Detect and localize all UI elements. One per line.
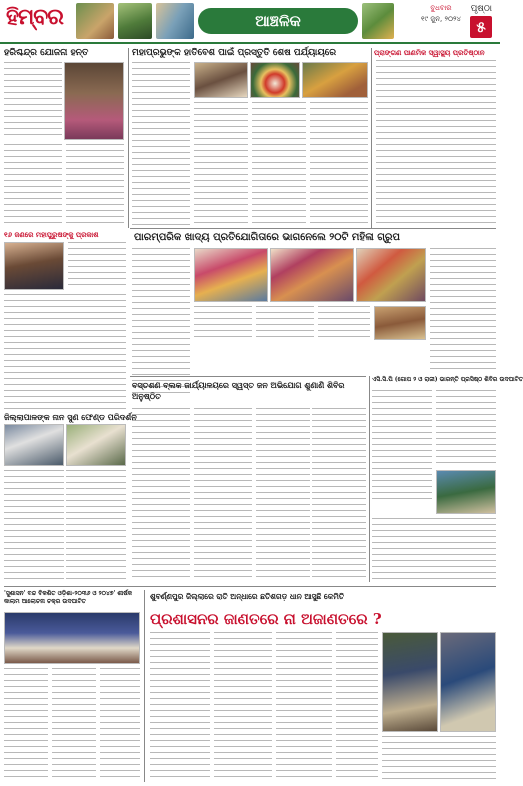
masthead-photo-1	[76, 3, 114, 39]
column-divider	[144, 590, 145, 782]
article-text	[194, 408, 252, 582]
masthead	[0, 0, 500, 44]
article-text	[4, 668, 48, 782]
article-photo-speaker	[4, 242, 64, 290]
headline-seminar[interactable]: 'ସୁଶାସନ' ବନ୍ଦ ବିକଶିତ ଓଡ଼ିଶା-୨୦୩୬ ଓ ୨୦୪୭' ଶୀର୍ଷକ କାଲାମ ଆଲୋଚନା ଚକ୍ର ଉଦଘାଟିତ	[4, 590, 133, 605]
article-text	[214, 632, 272, 782]
date-label: ୧୯ ଜୁନ, ୨୦୨୪	[421, 15, 461, 23]
headline-paddy-smuggling[interactable]: ଶୁବର୍ଣ୍ଣପୁର ଜିଲ୍ଲାରେ ରାତି ଅନ୍ଧାରେ ଛତିଶଗଡ଼ ଧାନ ଆସୁଛି କେମିତି	[150, 592, 345, 601]
article-text	[194, 102, 248, 226]
article-text	[312, 408, 366, 582]
masthead-photo-4	[362, 3, 394, 39]
page-number: ୫	[470, 16, 492, 38]
column-divider	[369, 376, 370, 582]
article-text	[68, 242, 126, 290]
article-text	[318, 306, 370, 342]
article-photo-temple	[302, 62, 368, 98]
article-photo-women-group-2	[270, 248, 354, 302]
section-divider	[4, 586, 496, 587]
article-text	[372, 390, 432, 502]
article-text	[372, 518, 496, 582]
day-label: ବୁଧବାର	[430, 4, 452, 12]
article-photo-women-group-3	[356, 248, 426, 302]
article-text	[310, 102, 368, 226]
article-text	[336, 632, 378, 782]
headline-food-competition[interactable]: ପାରମ୍ପରିକ ଖାଦ୍ୟ ପ୍ରତିଯୋଗିତାରେ ଭାଗନେଲେ ୨୦ଟି ମହିଳା ଗ୍ରୁପ	[134, 232, 400, 243]
article-text	[4, 294, 126, 412]
article-text	[194, 306, 252, 342]
article-text	[376, 60, 496, 226]
masthead-photo-2	[118, 3, 152, 39]
masthead-photo-3	[156, 3, 194, 39]
article-photo-collector-2	[66, 424, 126, 466]
headline-acsp-camp[interactable]: ଏସି.ସି.ପି (ଗୋପ ୨ ଓ ରାଜୀ) ଭାରନ୍ତି ପ୍ରସିଷ୍ଠ ଶିବିର ଉଦଘାଟିତ	[372, 376, 523, 383]
headline-collector-visit[interactable]: ଜିଲ୍ଲାପାଳଙ୍କ ନାନ ସୁଣ ଫେଣ୍ଡ ପରିଦର୍ଶନ	[4, 412, 137, 422]
article-text	[430, 248, 496, 372]
column-divider	[371, 48, 372, 228]
article-text	[4, 62, 62, 140]
article-text	[276, 632, 332, 782]
page-label: ପୃଷ୍ଠା	[470, 4, 492, 14]
headline-harischandra[interactable]: ହରିଶ୍ଚନ୍ଦ୍ର ଯୋଜନା ହନ୍ତ	[4, 48, 89, 58]
article-text	[66, 470, 126, 582]
article-photo-collector-1	[4, 424, 64, 466]
newspaper-logo: ହିମ୍ବର	[6, 4, 63, 30]
article-text	[252, 102, 306, 226]
article-photo-seminar-stage	[4, 612, 140, 664]
article-photo-paddy-truck-1	[382, 632, 438, 732]
article-text	[132, 408, 190, 582]
headline-health-centre[interactable]: ପ୍ରାଙ୍ଗଣ ପାଣମିକ ସ୍ୱାସ୍ଥ୍ୟ ପ୍ରତିଷ୍ଠାନ	[374, 48, 485, 57]
article-text	[52, 668, 96, 782]
article-text	[132, 62, 190, 226]
article-text	[4, 470, 64, 582]
column-divider	[128, 48, 129, 228]
article-text	[436, 390, 496, 466]
headline-grievance-camp[interactable]: ବସ୍ତଶଣ ବ୍ଲକ ଜାର୍ଯ୍ୟାଳୟରେ ସ୍ୱସ୍ତ ଜନ ଅଭିଯୋଗ ଶୁଣାଣି ଶିବିର ଅନୁଷ୍ଠିତ	[132, 380, 345, 401]
article-photo-meeting	[194, 62, 248, 98]
section-divider	[130, 228, 496, 229]
article-text	[256, 306, 314, 342]
headline-administration[interactable]: ପ୍ରଶାସନର ଜାଣତରେ ନା ଅଜାଣତରେ ?	[150, 610, 382, 628]
article-text	[100, 668, 140, 782]
article-text	[66, 144, 124, 224]
headline-hatibesha[interactable]: ମହାପ୍ରଭୁଙ୍କ ହାତିବେଶ ପାଇଁ ପ୍ରସ୍ତୁତି ଶେଷ ପର୍ଯ୍ୟାୟରେ	[132, 48, 337, 58]
section-banner: ଆଞ୍ଚଳିକ	[198, 8, 358, 34]
article-text	[382, 736, 496, 782]
article-text	[4, 144, 62, 224]
headline-mahapurusha[interactable]: ୧୬ ଜଣରେ ମହାପୁରୁଷଙ୍କୁ ପ୍ରକାଶ	[4, 230, 99, 239]
section-divider	[130, 376, 366, 377]
article-photo-rangoli	[250, 62, 300, 98]
article-photo-cooking	[374, 306, 426, 340]
article-photo-camp-tent	[436, 470, 496, 514]
article-text	[150, 632, 210, 782]
article-photo-women-group-1	[194, 248, 268, 302]
article-text	[256, 408, 310, 582]
article-photo-woman	[64, 62, 124, 140]
article-photo-paddy-truck-2	[440, 632, 496, 732]
